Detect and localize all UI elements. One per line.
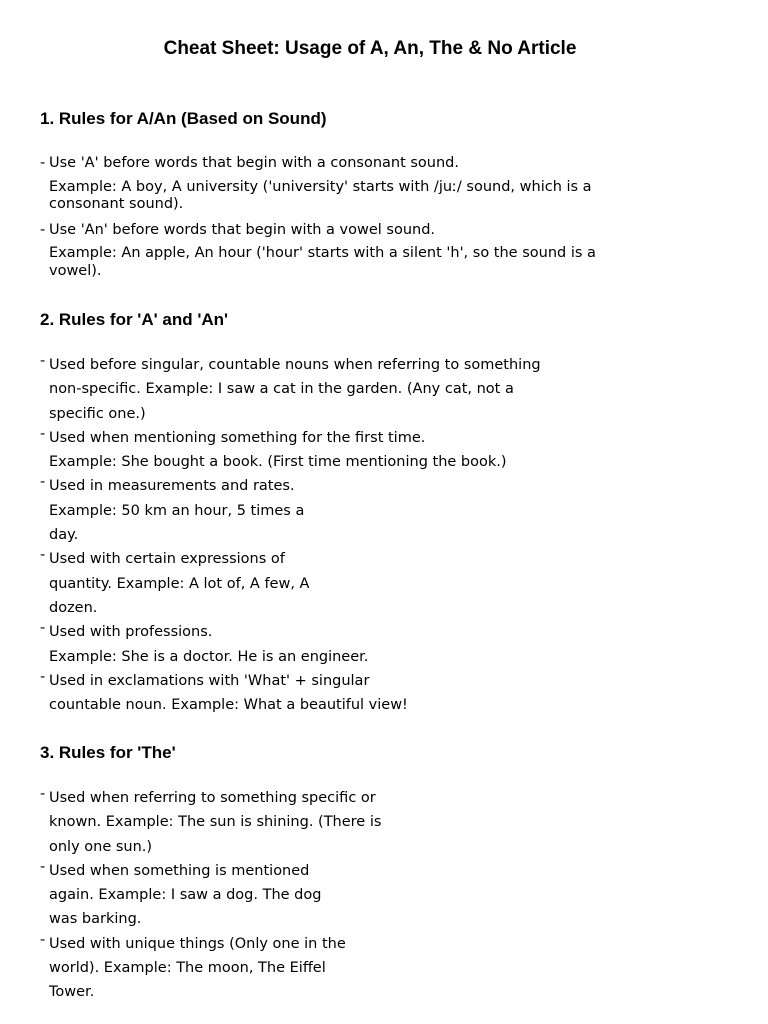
bullet: - xyxy=(40,858,46,875)
bullet: - xyxy=(40,931,46,948)
rule-line: Used when something is mentioned xyxy=(49,862,310,879)
bullet: - xyxy=(40,668,46,685)
page-title: Cheat Sheet: Usage of A, An, The & No Article xyxy=(163,38,577,59)
rule-line: Used in exclamations with 'What' + singular xyxy=(49,672,370,689)
rule-line: Used before singular, countable nouns when referring to something xyxy=(49,357,541,373)
bullet: - xyxy=(40,155,46,171)
rule-line: Used when mentioning something for the first time. xyxy=(49,429,426,446)
list-item xyxy=(40,474,740,547)
rule-line: world). Example: The moon, The Eiffel xyxy=(49,960,326,977)
rule-line: day. xyxy=(49,527,79,544)
list-item xyxy=(40,155,740,214)
rule-text: Use 'A' before words that begin with a consonant sound. xyxy=(49,155,459,171)
rule-line: countable noun. Example: What a beautiful view! xyxy=(49,697,408,714)
rule-line: Example: 50 km an hour, 5 times a xyxy=(49,502,305,519)
rule-line: Used when referring to something specific or xyxy=(49,790,376,806)
rule-line: Example: She is a doctor. He is an engineer. xyxy=(49,648,369,665)
example-text: Example: An apple, An hour ('hour' starts with a silent 'h', so the sound is a xyxy=(49,245,596,261)
bullet: - xyxy=(40,221,46,238)
list-item xyxy=(40,786,740,859)
list-item xyxy=(40,932,740,1005)
rule-list xyxy=(40,786,740,1005)
rule-line: dozen. xyxy=(49,599,98,616)
list-item xyxy=(40,620,740,669)
bullet: - xyxy=(40,425,46,442)
list-item xyxy=(40,222,740,281)
bullet: - xyxy=(40,620,46,637)
rule-line: Used with professions. xyxy=(49,624,213,641)
list-item xyxy=(40,547,740,620)
rule-line: again. Example: I saw a dog. The dog xyxy=(49,887,322,904)
example-text: consonant sound). xyxy=(49,196,184,212)
section-a-and-an xyxy=(40,309,740,717)
bullet: - xyxy=(40,786,46,802)
rule-line: Tower. xyxy=(49,984,95,1001)
rule-line: was barking. xyxy=(49,911,142,928)
rule-list xyxy=(40,155,740,280)
bullet: - xyxy=(40,353,46,369)
bullet: - xyxy=(40,547,46,564)
rule-line: non-specific. Example: I saw a cat in the garden. (Any cat, not a xyxy=(49,381,514,398)
list-item xyxy=(40,353,740,426)
rule-line: Used in measurements and rates. xyxy=(49,478,295,495)
rule-line: Example: She bought a book. (First time mentioning the book.) xyxy=(49,454,507,471)
rule-line: specific one.) xyxy=(49,405,146,422)
rule-list xyxy=(40,353,740,717)
rule-line: Used with certain expressions of xyxy=(49,551,285,568)
section-heading: 2. Rules for 'A' and 'An' xyxy=(40,310,229,329)
list-item xyxy=(40,426,740,475)
section-a-an-sound xyxy=(40,108,740,288)
rule-text: Use 'An' before words that begin with a vowel sound. xyxy=(49,221,436,238)
section-heading: 3. Rules for 'The' xyxy=(40,743,176,762)
rule-line: quantity. Example: A lot of, A few, A xyxy=(49,575,310,592)
section-the xyxy=(40,742,740,1005)
section-heading: 1. Rules for A/An (Based on Sound) xyxy=(40,109,327,128)
rule-line: only one sun.) xyxy=(49,838,153,855)
example-text: vowel). xyxy=(49,262,102,279)
bullet: - xyxy=(40,474,46,491)
rule-line: known. Example: The sun is shining. (There is xyxy=(49,814,382,831)
list-item xyxy=(40,669,740,718)
example-text: Example: A boy, A university ('university' starts with /juː/ sound, which is a xyxy=(49,178,592,195)
list-item xyxy=(40,859,740,932)
rule-line: Used with unique things (Only one in the xyxy=(49,935,346,952)
